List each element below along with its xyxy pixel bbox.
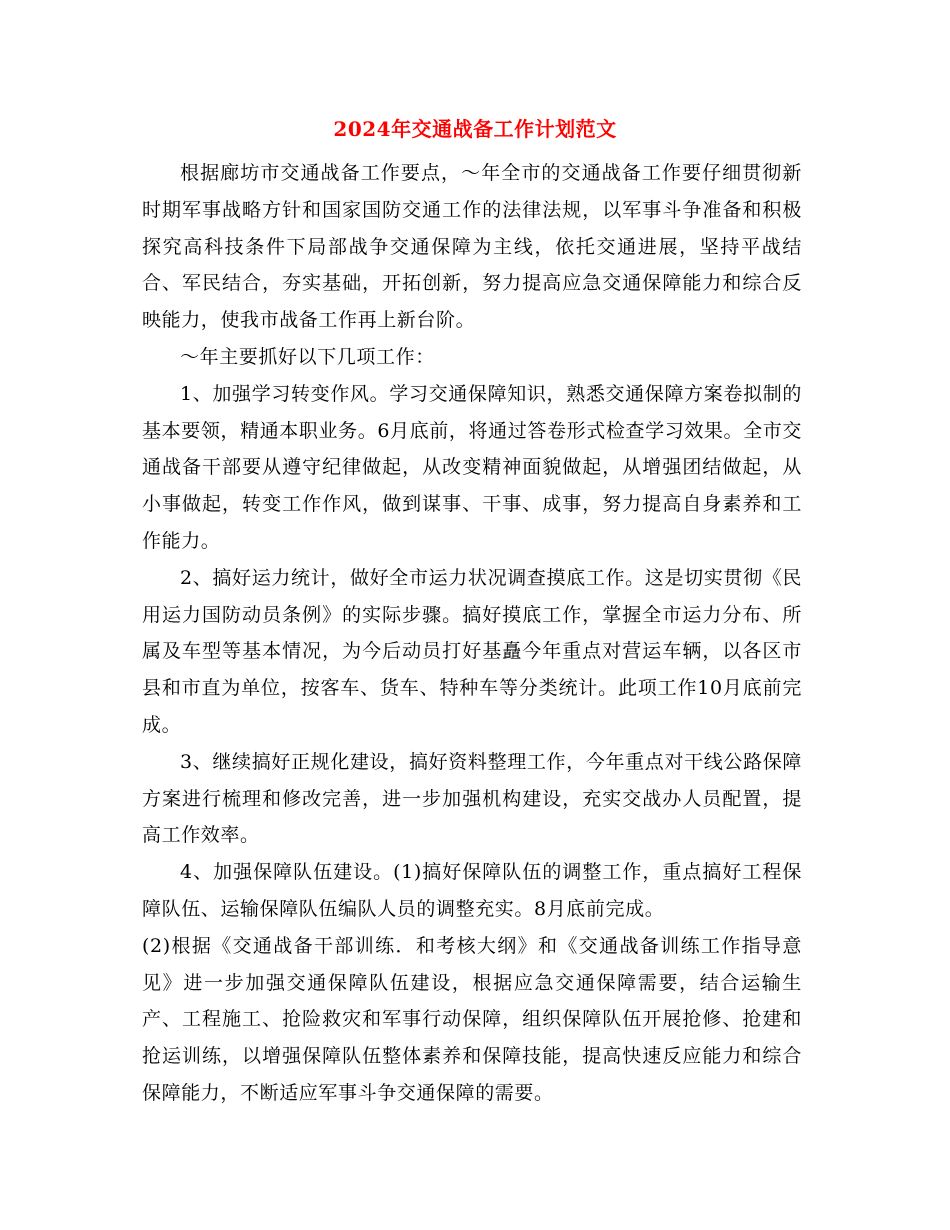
paragraph-item-2: 2、搞好运力统计，做好全市运力状况调查摸底工作。这是切实贯彻《民用运力国防动员条例》的实际步骤。搞好摸底工作，掌握全市运力分布、所属及车型等基本情况，为今后动员打好基矗今年重点对营运车辆，以各区市县和市直为单位，按客车、货车、特种车等分类统计。此项工作10月底前完成。: [142, 566, 802, 736]
document-body: [142, 155, 802, 1112]
paragraph-intro: 根据廊坊市交通战备工作要点，～年全市的交通战备工作要仔细贯彻新时期军事战略方针和国家国防交通工作的法律法规，以军事斗争准备和积极探究高科技条件下局部战争交通保障为主线，依托交通进展，坚持平战结合、军民结合，夯实基础，开拓创新，努力提高应急交通保障能力和综合反映能力，使我市战备工作再上新台阶。: [142, 162, 802, 332]
paragraph-item-4-continued: (2)根据《交通战备干部训练．和考核大纲》和《交通战备训练工作指导意见》进一步加强交通保障队伍建设，根据应急交通保障需要，结合运输生产、工程施工、抢险救灾和军事行动保障，组织保障队伍开展抢修、抢建和抢运训练，以增强保障队伍整体素养和保障技能，提高快速反应能力和综合保障能力，不断适应军事斗争交通保障的需要。: [142, 934, 802, 1104]
paragraph-summary: ～年主要抓好以下几项工作：: [180, 345, 435, 368]
paragraph-item-4: 4、加强保障队伍建设。(1)搞好保障队伍的调整工作，重点搞好工程保障队伍、运输保障队伍编队人员的调整充实。8月底前完成。: [142, 861, 802, 920]
paragraph-item-1: 1、加强学习转变作风。学习交通保障知识，熟悉交通保障方案卷拟制的基本要领，精通本职业务。6月底前，将通过答卷形式检查学习效果。全市交通战备干部要从遵守纪律做起，从改变精神面貌做起，从增强团结做起，从小事做起，转变工作作风，做到谋事、干事、成事，努力提高自身素养和工作能力。: [142, 382, 802, 552]
document-title: 2024年交通战备工作计划范文: [333, 117, 617, 141]
paragraph-item-3: 3、继续搞好正规化建设，搞好资料整理工作，今年重点对干线公路保障方案进行梳理和修改完善，进一步加强机构建设，充实交战办人员配置，提高工作效率。: [142, 750, 802, 847]
